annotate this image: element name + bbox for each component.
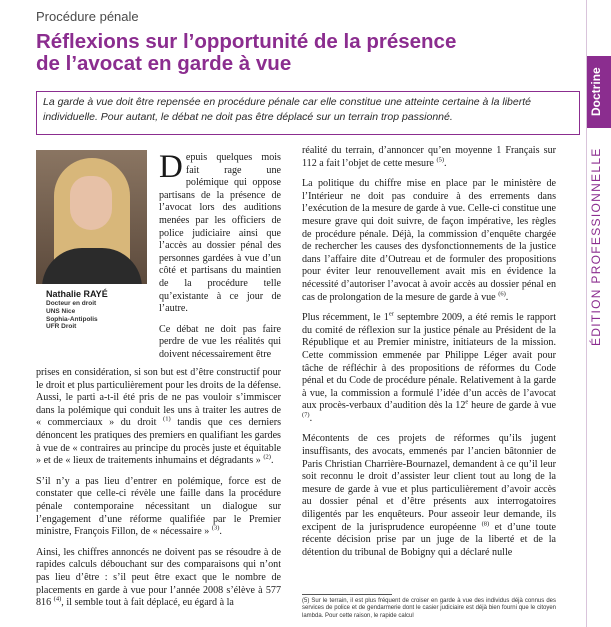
column-2: [302, 145, 556, 567]
paragraph: S’il n’y a pas lieu d’entrer en polémique, force est de constater que celle-ci révèle une faille dans la procédure pénale contemporaine nécessitant un dialogue sur l’engagement d’une réforme qualifiée par le Premier ministre, François Fillon, de « nécessaire » $^{(3)}$.: [36, 475, 281, 538]
affiliation-line: Sophia-Antipolis: [46, 315, 98, 323]
paragraph: Mécontents de ces projets de réformes qu’ils jugent insuffisants, des avocats, emmenés par l’ancien bâtonnier de Paris Christian Charrière-Bournazel, demandent à ce qu’il leur soit reconnu le droit d’assister leur client tout au long de la mesure de garde à vue et plus particulièrement d’avoir accès au dossier pénal et d’être présents aux interrogatoires diligentés par les enquêteurs. Pour asseoir leur demande, ils excipent de la jurisprudence européenne $^{(8)}$ et d’une toute récente décision prise par un juge de la liberté et de la détention du tribunal de Bobigny qui a déclaré nulle: [302, 433, 556, 558]
column-1-wide: [36, 367, 281, 618]
paragraph: Ainsi, les chiffres annoncés ne doivent pas se résoudre à de rapides calculs débouchant sur des comparaisons qui n’ont pas lieu d’être : s’il peut être exact que le nombre de placements en garde à vue pour l’année 2008 s’élève à 577 816 $^{(4)}$, il semble tout à fait déplacé, eu égard à la: [36, 546, 281, 609]
note-ref: (4): [53, 595, 62, 603]
paragraph: réalité du terrain, d’annoncer qu’en moyenne 1 Français sur 112 a fait l’objet de cette mesure $^{(5)}$.: [302, 145, 556, 169]
title-line-1: Réflexions sur l’opportunité de la présence: [36, 30, 457, 53]
note-ref: (7): [302, 411, 310, 419]
note-ref: (1): [163, 416, 171, 424]
author-affiliation: [46, 300, 98, 331]
footnote-rule: [302, 594, 392, 595]
note-ref: (3): [211, 524, 220, 532]
paragraph: Depuis quelques mois fait rage une polémique qui oppose partisans de la présence de l’avocat lors des auditions menées par les officiers de police judiciaire ainsi que l’accès au dossier pénal des personnes gardées à vue d’un côté et partisans du maintien de la procédure telle qu’existante à ce jour de l’autre.: [159, 149, 281, 315]
edition-label: ÉDITION PROFESSIONNELLE: [589, 147, 603, 347]
paragraph: La politique du chiffre mise en place par le ministère de l’Intérieur ne doit pas conduire à des errements dans l’exécution de la mesure de garde à vue. Celle-ci constitue une mesure grave qui doit suivre, de façon impérative, les règles de procédure pénale. Déjà, la commission d’enquête chargée de rechercher les causes des dysfonctionnements de la justice dans l’affaire dite d’Outreau et de formuler des propositions pour éviter leur renouvellement avait mis en évidence la nécessité d’autoriser l’avocat à avoir accès au dossier pénal en cas de prolongation de la mesure de garde à vue $^{(6)}$.: [302, 178, 556, 303]
drop-cap: D: [159, 149, 183, 185]
section-tab-label: Doctrine: [589, 67, 603, 117]
abstract-box: La garde à vue doit être repensée en procédure pénale car elle constitue une atteinte certaine à la liberté individuelle. Pour autant, le débat ne doit pas être déplacé sur un terrain trop passionné.: [36, 91, 580, 135]
affiliation-line: UFR Droit: [46, 323, 77, 331]
paragraph: prises en considération, si son but est d’être constructif pour le droit et plus particulièrement pour les droits de la défense. Aussi, le parti a-t-il été pris de ne pas vouloir s’immiscer dans la polémique qui conduit les uns à traiter les autres de « commerciaux » du droit $^{(1)}$ tandis que ces derniers dénoncent les pratiques des premiers en qualifiant les gardes à vue de « contraires au principe du procès juste et équitable » et de « lieux de traitements inhumains et dégradants » $^{(2)}$.: [36, 367, 282, 467]
article-title: [36, 31, 556, 75]
paragraph: Plus récemment, le 1er septembre 2009, a été remis le rapport du comité de réflexion sur la justice pénale au Président de la République et au Premier ministre, initiateurs de la mission. Cette commission emmenée par Philippe Léger avait pour tâche de réfléchir à des propositions de réformes du Code pénal et du Code de procédure pénale. Relativement à la garde à vue, la commission a formulé l’idée d’un accès de l’avocat aux procès-verbaux d’audition dès la 12e heure de garde à vue $^{(7)}$.: [302, 310, 556, 424]
note-ref: (8): [481, 520, 490, 528]
paragraph: Ce débat ne doit pas faire perdre de vue les réalités qui doivent nécessairement être: [159, 323, 281, 360]
footnote: (5) Sur le terrain, il est plus fréquent de croiser en garde à vue des individus déjà connus des services de police et de gendarmerie dont le casier judiciaire est déjà bien fourni que le citoyen lambda. Pour cette raison, le rapide calcul: [302, 598, 556, 619]
note-ref: (6): [498, 290, 506, 298]
rubric-label: Procédure pénale: [36, 9, 139, 24]
title-line-2: de l’avocat en garde à vue: [36, 52, 292, 75]
column-1-narrow: [159, 149, 281, 370]
author-photo: [36, 150, 147, 284]
photo-face: [70, 176, 112, 230]
author-name: Nathalie RAYÉ: [46, 289, 108, 299]
note-ref: (5): [436, 156, 445, 164]
affiliation-line: Docteur en droit: [46, 300, 97, 307]
affiliation-line: UNS Nice: [46, 307, 76, 315]
note-ref: (2): [263, 453, 271, 461]
